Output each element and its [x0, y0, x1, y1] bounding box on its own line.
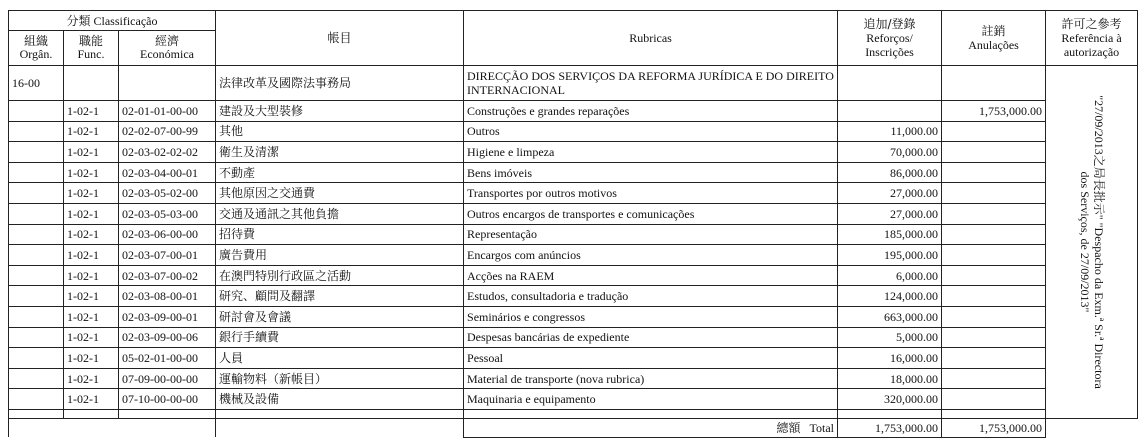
item-func: 1-02-1 [64, 265, 119, 286]
item-annulment [942, 286, 1046, 307]
agency-econ [119, 66, 216, 101]
item-name-pt: Acções na RAEM [464, 265, 838, 286]
authorization-header [1046, 11, 1138, 66]
item-name-cn: 建設及大型裝修 [216, 101, 464, 122]
item-func: 1-02-1 [64, 389, 119, 410]
table-row [9, 306, 1138, 327]
agency-row [9, 66, 1138, 101]
item-name-cn: 銀行手續費 [216, 327, 464, 348]
item-econ-code: 05-02-01-00-00 [119, 348, 216, 369]
econ-header-pt: Económica [140, 47, 194, 61]
item-reinforcement: 5,000.00 [838, 327, 942, 348]
table-row [9, 368, 1138, 389]
item-reinforcement: 27,000.00 [838, 183, 942, 204]
item-econ-code: 02-03-08-00-01 [119, 286, 216, 307]
func-header-cn: 職能 [78, 34, 103, 48]
total-label [464, 418, 838, 437]
econ-header [119, 31, 216, 66]
item-name-cn: 機械及設備 [216, 389, 464, 410]
heading-pt-header: Rubricas [464, 11, 838, 66]
item-organ [9, 203, 64, 224]
item-func: 1-02-1 [64, 203, 119, 224]
authorization-header-pt2: autorização [1063, 45, 1120, 59]
item-annulment [942, 348, 1046, 369]
total-annulment: 1,753,000.00 [942, 418, 1046, 437]
item-organ [9, 286, 64, 307]
item-reinforcement: 27,000.00 [838, 203, 942, 224]
item-organ [9, 389, 64, 410]
item-econ-code: 07-10-00-00-00 [119, 389, 216, 410]
item-organ [9, 142, 64, 163]
item-econ-code: 02-03-05-03-00 [119, 203, 216, 224]
item-organ [9, 101, 64, 122]
organ-header-pt: Orgân. [19, 47, 53, 61]
table-row [9, 286, 1138, 307]
item-name-pt: Material de transporte (nova rubrica) [464, 368, 838, 389]
item-organ [9, 368, 64, 389]
classification-header: 分類 Classificação [9, 11, 216, 31]
annulment-header [942, 11, 1046, 66]
item-reinforcement: 16,000.00 [838, 348, 942, 369]
func-header-pt: Func. [77, 47, 105, 61]
total-reinforcement: 1,753,000.00 [838, 418, 942, 437]
item-organ [9, 121, 64, 142]
func-header [64, 31, 119, 66]
item-organ [9, 327, 64, 348]
annulment-header-cn: 註銷 [981, 24, 1006, 38]
spacer-row [9, 409, 1138, 418]
item-name-pt: Seminários e congressos [464, 306, 838, 327]
item-reinforcement: 320,000.00 [838, 389, 942, 410]
item-econ-code: 02-03-09-00-01 [119, 306, 216, 327]
item-annulment [942, 368, 1046, 389]
item-func: 1-02-1 [64, 286, 119, 307]
item-econ-code: 02-01-01-00-00 [119, 101, 216, 122]
organ-header-cn: 組織 [23, 34, 48, 48]
table-row [9, 101, 1138, 122]
annulment-header-pt: Anulações [968, 38, 1019, 52]
item-func: 1-02-1 [64, 368, 119, 389]
item-func: 1-02-1 [64, 183, 119, 204]
item-name-cn: 其他原因之交通費 [216, 183, 464, 204]
item-name-pt: Transportes por outros motivos [464, 183, 838, 204]
reinforcement-header-pt2: Inscrições [865, 45, 914, 59]
item-func: 1-02-1 [64, 306, 119, 327]
authorization-header-pt1: Referência à [1061, 31, 1122, 45]
table-row [9, 265, 1138, 286]
item-annulment [942, 162, 1046, 183]
total-label-pt: Total [809, 420, 835, 435]
item-name-pt: Outros encargos de transportes e comunicações [464, 203, 838, 224]
item-annulment [942, 121, 1046, 142]
item-func: 1-02-1 [64, 121, 119, 142]
item-organ [9, 162, 64, 183]
organ-header [9, 31, 64, 66]
item-name-pt: Encargos com anúncios [464, 245, 838, 266]
item-econ-code: 02-03-09-00-06 [119, 327, 216, 348]
item-reinforcement: 185,000.00 [838, 224, 942, 245]
item-name-cn: 廣告費用 [216, 245, 464, 266]
item-annulment [942, 203, 1046, 224]
item-name-pt: Representação [464, 224, 838, 245]
item-annulment [942, 265, 1046, 286]
item-econ-code: 02-02-07-00-99 [119, 121, 216, 142]
item-name-cn: 在澳門特別行政區之活動 [216, 265, 464, 286]
table-row [9, 245, 1138, 266]
item-reinforcement: 18,000.00 [838, 368, 942, 389]
item-annulment [942, 327, 1046, 348]
item-name-pt: Despesas bancárias de expediente [464, 327, 838, 348]
item-econ-code: 02-03-06-00-00 [119, 224, 216, 245]
table-row [9, 162, 1138, 183]
item-name-pt: Construções e grandes reparações [464, 101, 838, 122]
item-reinforcement [838, 101, 942, 122]
agency-organ: 16-00 [9, 66, 64, 101]
item-func: 1-02-1 [64, 348, 119, 369]
econ-header-cn: 經濟 [155, 34, 180, 48]
item-name-cn: 招待費 [216, 224, 464, 245]
item-organ [9, 265, 64, 286]
authorization-text: "27/09/2013之局長批示" "Despacho da Exm.ª Sr.ª Directora dos Serviços, de 27/09/2013" [1077, 95, 1106, 389]
table-row [9, 348, 1138, 369]
item-reinforcement: 11,000.00 [838, 121, 942, 142]
item-reinforcement: 70,000.00 [838, 142, 942, 163]
item-name-cn: 不動產 [216, 162, 464, 183]
budget-table [8, 10, 1138, 438]
item-reinforcement: 663,000.00 [838, 306, 942, 327]
item-annulment [942, 245, 1046, 266]
item-econ-code: 02-03-07-00-01 [119, 245, 216, 266]
item-econ-code: 02-03-02-02-02 [119, 142, 216, 163]
reinforcement-header-cn: 追加/登錄 [863, 17, 916, 31]
heading-cn-header: 帳目 [216, 11, 464, 66]
item-annulment [942, 183, 1046, 204]
item-name-cn: 其他 [216, 121, 464, 142]
agency-annulment [942, 66, 1046, 101]
table-row [9, 203, 1138, 224]
table-row [9, 183, 1138, 204]
item-econ-code: 02-03-07-00-02 [119, 265, 216, 286]
total-row [9, 418, 1138, 437]
item-econ-code: 07-09-00-00-00 [119, 368, 216, 389]
item-name-pt: Pessoal [464, 348, 838, 369]
item-name-cn: 運輸物料（新帳目） [216, 368, 464, 389]
item-reinforcement: 124,000.00 [838, 286, 942, 307]
reinforcement-header [838, 11, 942, 66]
item-reinforcement: 86,000.00 [838, 162, 942, 183]
table-row [9, 121, 1138, 142]
item-econ-code: 02-03-04-00-01 [119, 162, 216, 183]
reinforcement-header-pt1: Reforços/ [866, 31, 913, 45]
table-row [9, 224, 1138, 245]
item-name-pt: Bens imóveis [464, 162, 838, 183]
item-func: 1-02-1 [64, 224, 119, 245]
item-func: 1-02-1 [64, 245, 119, 266]
item-econ-code: 02-03-05-02-00 [119, 183, 216, 204]
item-annulment: 1,753,000.00 [942, 101, 1046, 122]
item-name-pt: Estudos, consultadoria e tradução [464, 286, 838, 307]
item-organ [9, 306, 64, 327]
item-organ [9, 183, 64, 204]
item-reinforcement: 195,000.00 [838, 245, 942, 266]
item-func: 1-02-1 [64, 327, 119, 348]
table-row [9, 327, 1138, 348]
item-name-cn: 研討會及會議 [216, 306, 464, 327]
table-row [9, 142, 1138, 163]
item-annulment [942, 306, 1046, 327]
item-func: 1-02-1 [64, 142, 119, 163]
item-func: 1-02-1 [64, 162, 119, 183]
item-name-cn: 研究、顧問及翻譯 [216, 286, 464, 307]
authorization-header-cn: 許可之參考 [1061, 17, 1122, 31]
item-organ [9, 224, 64, 245]
item-name-pt: Maquinaria e equipamento [464, 389, 838, 410]
total-label-cn: 總額 [776, 420, 801, 435]
agency-name-pt: DIRECÇÃO DOS SERVIÇOS DA REFORMA JURÍDICA E DO DIREITO INTERNACIONAL [464, 66, 838, 101]
item-name-pt: Higiene e limpeza [464, 142, 838, 163]
item-name-cn: 衛生及清潔 [216, 142, 464, 163]
item-func: 1-02-1 [64, 101, 119, 122]
item-reinforcement: 6,000.00 [838, 265, 942, 286]
agency-func [64, 66, 119, 101]
item-name-cn: 人員 [216, 348, 464, 369]
agency-name-cn: 法律改革及國際法事務局 [216, 66, 464, 101]
agency-reinforcement [838, 66, 942, 101]
table-row [9, 389, 1138, 410]
item-organ [9, 348, 64, 369]
item-annulment [942, 224, 1046, 245]
item-name-pt: Outros [464, 121, 838, 142]
item-annulment [942, 142, 1046, 163]
item-organ [9, 245, 64, 266]
authorization-cell [1046, 66, 1138, 419]
item-name-cn: 交通及通訊之其他負擔 [216, 203, 464, 224]
item-annulment [942, 389, 1046, 410]
